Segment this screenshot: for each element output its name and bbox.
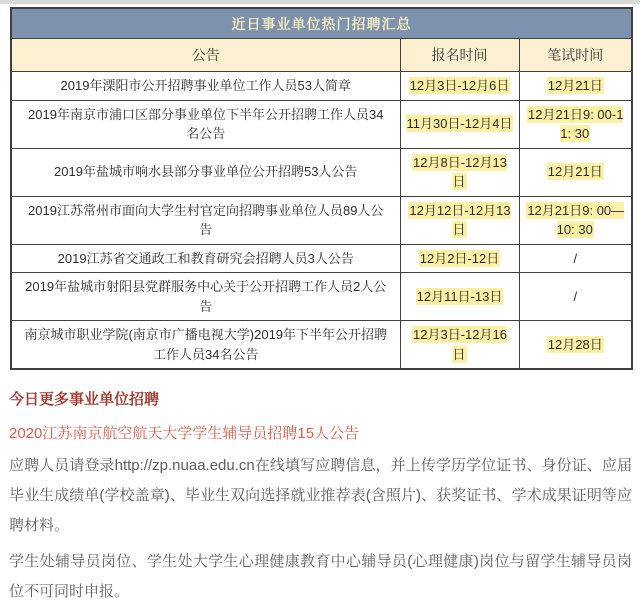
recruitment-table-container <box>10 7 631 370</box>
exam-date-highlight: 12月21日 <box>547 164 603 180</box>
announcement-cell: 2019年溧阳市公开招聘事业单位工作人员53人简章 <box>11 72 400 101</box>
signup-date-highlight: 12月12日-12月13日 <box>409 202 511 237</box>
signup-date-cell <box>400 72 519 101</box>
exam-date-empty: / <box>573 288 578 304</box>
table-title: 近日事业单位热门招聘汇总 <box>11 8 632 39</box>
exam-date-highlight: 12月21日9: 00-11: 30 <box>528 106 624 141</box>
table-row <box>11 321 632 370</box>
signup-date-cell <box>400 244 519 273</box>
announcement-cell: 2019年盐城市响水县部分事业单位公开招聘53人公告 <box>11 148 400 196</box>
exam-date-cell <box>519 72 632 101</box>
announcement-cell: 2019江苏常州市面向大学生村官定向招聘事业单位人员89人公告 <box>11 196 400 244</box>
nuaa-announcement-link[interactable]: 2020江苏南京航空航天大学学生辅导员招聘15人公告 <box>9 425 360 442</box>
signup-date-highlight: 12月2日-12日 <box>419 250 500 266</box>
more-recruitment-heading: 今日更多事业单位招聘 <box>9 391 160 408</box>
signup-date-highlight: 12月11日-13日 <box>416 288 503 304</box>
application-instructions-paragraph: 应聘人员请登录http://zp.nuaa.edu.cn在线填写应聘信息，并上传学历学位证书、身份证、应届毕业生成绩单(学校盖章)、毕业生双向选择就业推荐表(含照片)、获奖证书、学术成果证明等应聘材料。 <box>9 457 632 534</box>
exam-date-cell <box>519 100 632 148</box>
exam-date-highlight: 12月21日 <box>547 78 603 93</box>
announcement-cell: 2019年南京市浦口区部分事业单位下半年公开招聘工作人员34名公告 <box>11 100 400 148</box>
signup-date-cell <box>400 196 519 244</box>
position-restriction-paragraph: 学生处辅导员岗位、学生处大学生心理健康教育中心辅导员(心理健康)岗位与留学生辅导员岗位不可同时申报。 <box>9 553 632 600</box>
exam-date-cell <box>519 148 632 196</box>
signup-date-highlight: 12月3日-12月16日 <box>413 327 507 362</box>
signup-date-highlight: 12月3日-12月6日 <box>409 78 510 93</box>
exam-date-highlight: 12月28日 <box>547 336 603 352</box>
exam-date-empty: / <box>573 250 578 266</box>
column-header-row <box>11 39 632 72</box>
col-header-announcement: 公告 <box>11 39 400 72</box>
table-title-row <box>11 8 632 39</box>
recruitment-summary-table <box>10 7 633 370</box>
footer-text-block <box>9 388 632 607</box>
announcement-cell: 2019年盐城市射阳县党群服务中心关于公开招聘工作人员2人公告 <box>11 273 400 321</box>
table-row <box>11 273 632 321</box>
top-border-strip <box>0 0 640 4</box>
exam-date-cell <box>519 196 632 244</box>
table-row <box>11 100 632 148</box>
signup-date-cell <box>400 321 519 370</box>
table-row <box>11 196 632 244</box>
signup-date-cell <box>400 273 519 321</box>
col-header-exam-time: 笔试时间 <box>519 39 632 72</box>
exam-date-cell <box>519 321 632 370</box>
table-row <box>11 72 632 101</box>
announcement-cell: 2019江苏省交通政工和教育研究会招聘人员3人公告 <box>11 244 400 273</box>
exam-date-cell <box>519 244 632 273</box>
exam-date-cell <box>519 273 632 321</box>
table-row <box>11 148 632 196</box>
announcement-cell: 南京城市职业学院(南京市广播电视大学)2019年下半年公开招聘工作人员34名公告 <box>11 321 400 370</box>
signup-date-highlight: 12月8日-12月13日 <box>413 154 507 189</box>
signup-date-cell <box>400 148 519 196</box>
table-body <box>11 72 632 370</box>
table-row <box>11 244 632 273</box>
signup-date-highlight: 11月30日-12月4日 <box>406 116 513 132</box>
col-header-signup-time: 报名时间 <box>400 39 519 72</box>
exam-date-highlight: 12月21日9: 00—10: 30 <box>527 202 625 237</box>
signup-date-cell <box>400 100 519 148</box>
